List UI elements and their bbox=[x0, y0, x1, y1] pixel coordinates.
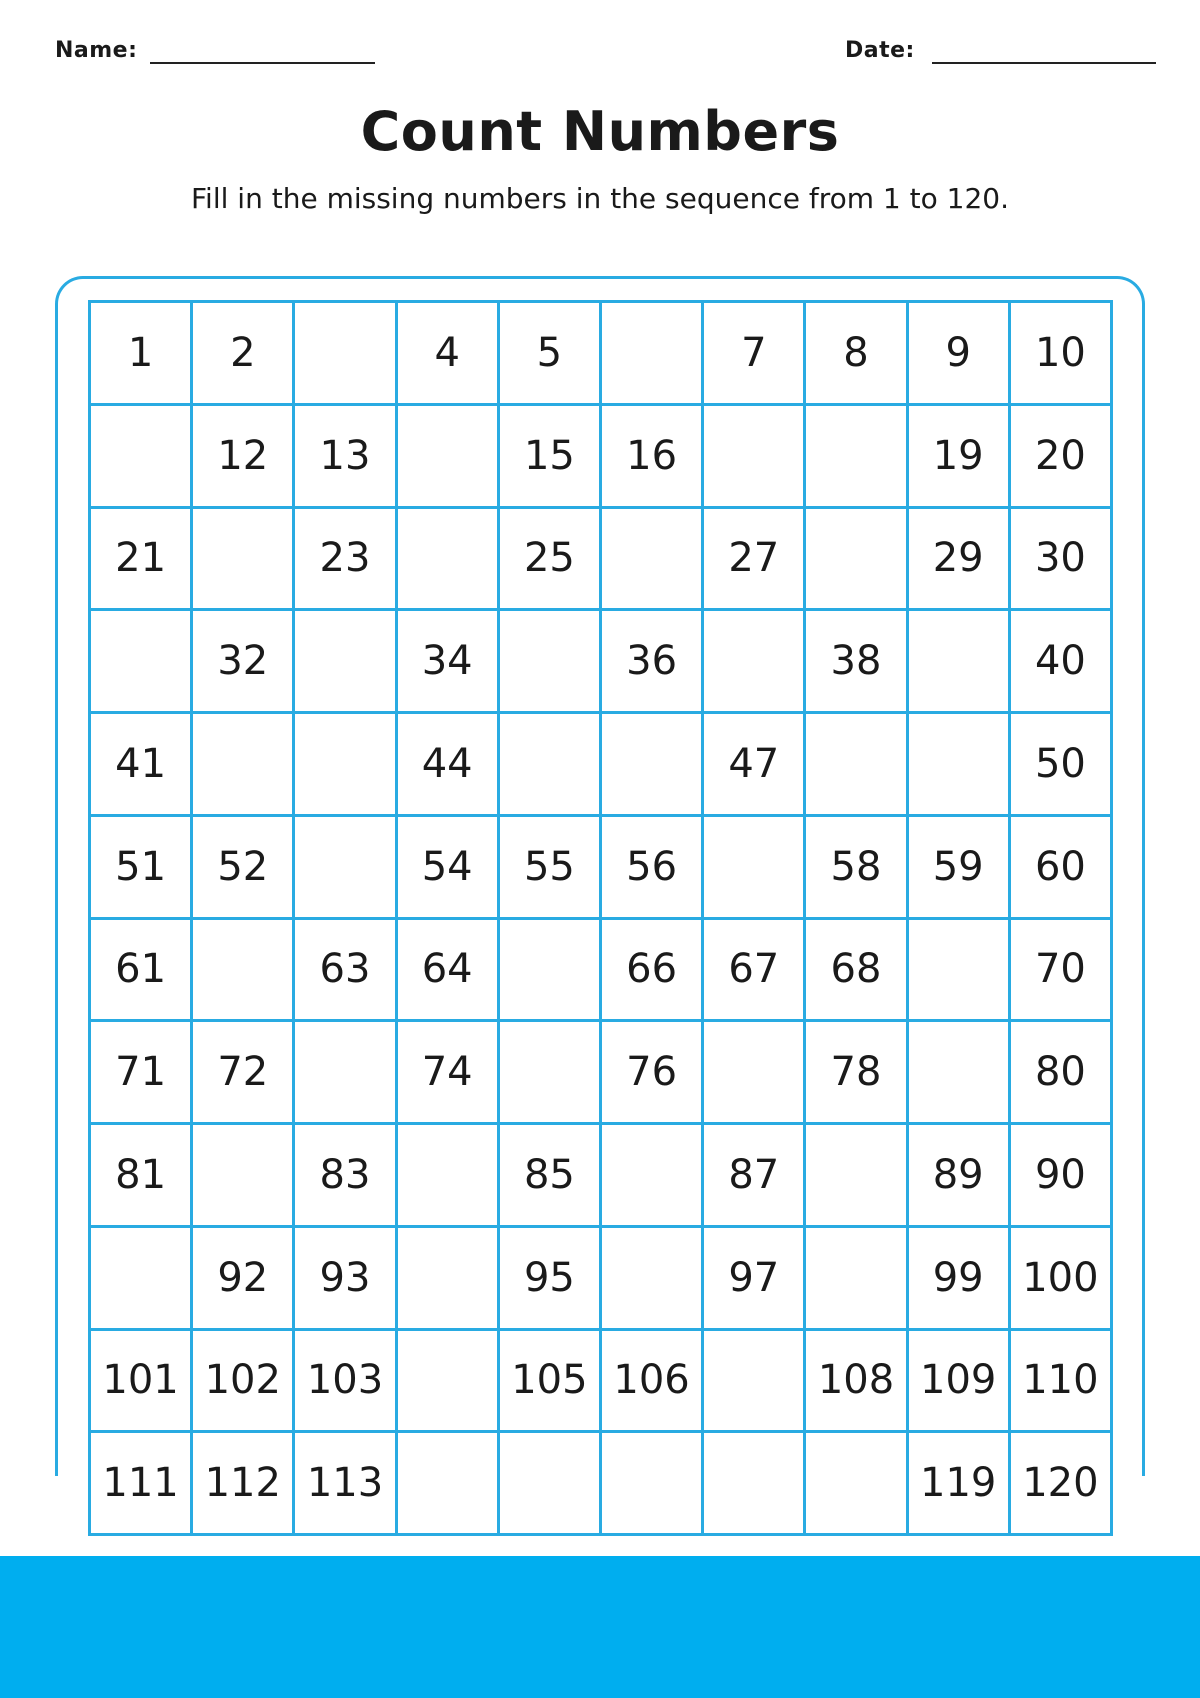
number-cell: 70 bbox=[1011, 920, 1113, 1023]
blank-cell[interactable] bbox=[500, 1022, 602, 1125]
blank-cell[interactable] bbox=[295, 611, 397, 714]
number-cell: 61 bbox=[91, 920, 193, 1023]
blank-cell[interactable] bbox=[500, 1433, 602, 1536]
number-cell: 21 bbox=[91, 509, 193, 612]
number-cell: 87 bbox=[704, 1125, 806, 1228]
number-cell: 85 bbox=[500, 1125, 602, 1228]
number-cell: 52 bbox=[193, 817, 295, 920]
blank-cell[interactable] bbox=[704, 1022, 806, 1125]
number-cell: 72 bbox=[193, 1022, 295, 1125]
number-cell: 51 bbox=[91, 817, 193, 920]
number-cell: 55 bbox=[500, 817, 602, 920]
number-cell: 41 bbox=[91, 714, 193, 817]
number-cell: 10 bbox=[1011, 303, 1113, 406]
number-grid bbox=[88, 300, 1113, 1536]
blank-cell[interactable] bbox=[91, 406, 193, 509]
number-cell: 106 bbox=[602, 1331, 704, 1434]
number-cell: 109 bbox=[909, 1331, 1011, 1434]
number-cell: 95 bbox=[500, 1228, 602, 1331]
number-cell: 110 bbox=[1011, 1331, 1113, 1434]
number-cell: 80 bbox=[1011, 1022, 1113, 1125]
number-cell: 1 bbox=[91, 303, 193, 406]
number-cell: 2 bbox=[193, 303, 295, 406]
blank-cell[interactable] bbox=[193, 714, 295, 817]
blank-cell[interactable] bbox=[193, 509, 295, 612]
number-cell: 103 bbox=[295, 1331, 397, 1434]
blank-cell[interactable] bbox=[602, 1125, 704, 1228]
number-cell: 67 bbox=[704, 920, 806, 1023]
blank-cell[interactable] bbox=[398, 1433, 500, 1536]
blank-cell[interactable] bbox=[398, 406, 500, 509]
number-cell: 40 bbox=[1011, 611, 1113, 714]
number-cell: 83 bbox=[295, 1125, 397, 1228]
date-line[interactable] bbox=[932, 62, 1156, 64]
number-cell: 74 bbox=[398, 1022, 500, 1125]
blank-cell[interactable] bbox=[806, 714, 908, 817]
number-cell: 111 bbox=[91, 1433, 193, 1536]
number-cell: 59 bbox=[909, 817, 1011, 920]
blank-cell[interactable] bbox=[193, 920, 295, 1023]
blank-cell[interactable] bbox=[295, 817, 397, 920]
blank-cell[interactable] bbox=[91, 611, 193, 714]
worksheet-title: Count Numbers bbox=[360, 100, 840, 163]
blank-cell[interactable] bbox=[500, 920, 602, 1023]
blank-cell[interactable] bbox=[295, 1022, 397, 1125]
number-cell: 99 bbox=[909, 1228, 1011, 1331]
number-cell: 36 bbox=[602, 611, 704, 714]
blank-cell[interactable] bbox=[602, 303, 704, 406]
blank-cell[interactable] bbox=[398, 1125, 500, 1228]
blank-cell[interactable] bbox=[806, 1125, 908, 1228]
blank-cell[interactable] bbox=[704, 1331, 806, 1434]
number-cell: 19 bbox=[909, 406, 1011, 509]
number-cell: 25 bbox=[500, 509, 602, 612]
number-cell: 13 bbox=[295, 406, 397, 509]
number-cell: 30 bbox=[1011, 509, 1113, 612]
number-cell: 105 bbox=[500, 1331, 602, 1434]
blank-cell[interactable] bbox=[806, 1433, 908, 1536]
number-cell: 102 bbox=[193, 1331, 295, 1434]
number-cell: 89 bbox=[909, 1125, 1011, 1228]
number-cell: 92 bbox=[193, 1228, 295, 1331]
number-cell: 32 bbox=[193, 611, 295, 714]
blank-cell[interactable] bbox=[500, 611, 602, 714]
number-cell: 54 bbox=[398, 817, 500, 920]
blank-cell[interactable] bbox=[398, 1228, 500, 1331]
number-cell: 81 bbox=[91, 1125, 193, 1228]
blank-cell[interactable] bbox=[193, 1125, 295, 1228]
number-cell: 108 bbox=[806, 1331, 908, 1434]
number-cell: 90 bbox=[1011, 1125, 1113, 1228]
number-cell: 23 bbox=[295, 509, 397, 612]
blank-cell[interactable] bbox=[295, 714, 397, 817]
number-cell: 66 bbox=[602, 920, 704, 1023]
number-cell: 47 bbox=[704, 714, 806, 817]
number-cell: 119 bbox=[909, 1433, 1011, 1536]
number-cell: 5 bbox=[500, 303, 602, 406]
number-cell: 7 bbox=[704, 303, 806, 406]
number-cell: 100 bbox=[1011, 1228, 1113, 1331]
blank-cell[interactable] bbox=[909, 920, 1011, 1023]
number-cell: 27 bbox=[704, 509, 806, 612]
blank-cell[interactable] bbox=[602, 714, 704, 817]
number-cell: 71 bbox=[91, 1022, 193, 1125]
blank-cell[interactable] bbox=[909, 611, 1011, 714]
number-cell: 8 bbox=[806, 303, 908, 406]
number-cell: 112 bbox=[193, 1433, 295, 1536]
number-cell: 44 bbox=[398, 714, 500, 817]
number-cell: 9 bbox=[909, 303, 1011, 406]
blank-cell[interactable] bbox=[806, 509, 908, 612]
number-cell: 63 bbox=[295, 920, 397, 1023]
blank-cell[interactable] bbox=[704, 611, 806, 714]
blank-cell[interactable] bbox=[295, 303, 397, 406]
number-cell: 16 bbox=[602, 406, 704, 509]
blank-cell[interactable] bbox=[398, 1331, 500, 1434]
number-cell: 38 bbox=[806, 611, 908, 714]
number-cell: 15 bbox=[500, 406, 602, 509]
worksheet-instructions: Fill in the missing numbers in the sequence from 1 to 120. bbox=[190, 182, 1009, 215]
date-label: Date: bbox=[845, 38, 915, 63]
blank-cell[interactable] bbox=[704, 1433, 806, 1536]
number-cell: 64 bbox=[398, 920, 500, 1023]
blank-cell[interactable] bbox=[500, 714, 602, 817]
number-cell: 56 bbox=[602, 817, 704, 920]
blank-cell[interactable] bbox=[909, 1022, 1011, 1125]
number-cell: 97 bbox=[704, 1228, 806, 1331]
number-cell: 20 bbox=[1011, 406, 1113, 509]
blank-cell[interactable] bbox=[602, 1433, 704, 1536]
number-cell: 12 bbox=[193, 406, 295, 509]
number-cell: 93 bbox=[295, 1228, 397, 1331]
number-cell: 120 bbox=[1011, 1433, 1113, 1536]
blank-cell[interactable] bbox=[806, 406, 908, 509]
number-cell: 34 bbox=[398, 611, 500, 714]
number-cell: 50 bbox=[1011, 714, 1113, 817]
blank-cell[interactable] bbox=[398, 509, 500, 612]
blank-cell[interactable] bbox=[602, 1228, 704, 1331]
number-cell: 113 bbox=[295, 1433, 397, 1536]
number-cell: 60 bbox=[1011, 817, 1113, 920]
blank-cell[interactable] bbox=[704, 406, 806, 509]
number-cell: 29 bbox=[909, 509, 1011, 612]
number-cell: 101 bbox=[91, 1331, 193, 1434]
blank-cell[interactable] bbox=[602, 509, 704, 612]
name-label: Name: bbox=[55, 38, 138, 63]
blank-cell[interactable] bbox=[704, 817, 806, 920]
name-line[interactable] bbox=[150, 62, 375, 64]
number-cell: 68 bbox=[806, 920, 908, 1023]
number-cell: 58 bbox=[806, 817, 908, 920]
blank-cell[interactable] bbox=[91, 1228, 193, 1331]
number-cell: 76 bbox=[602, 1022, 704, 1125]
footer-band bbox=[0, 1556, 1200, 1698]
blank-cell[interactable] bbox=[806, 1228, 908, 1331]
blank-cell[interactable] bbox=[909, 714, 1011, 817]
number-cell: 78 bbox=[806, 1022, 908, 1125]
number-cell: 4 bbox=[398, 303, 500, 406]
